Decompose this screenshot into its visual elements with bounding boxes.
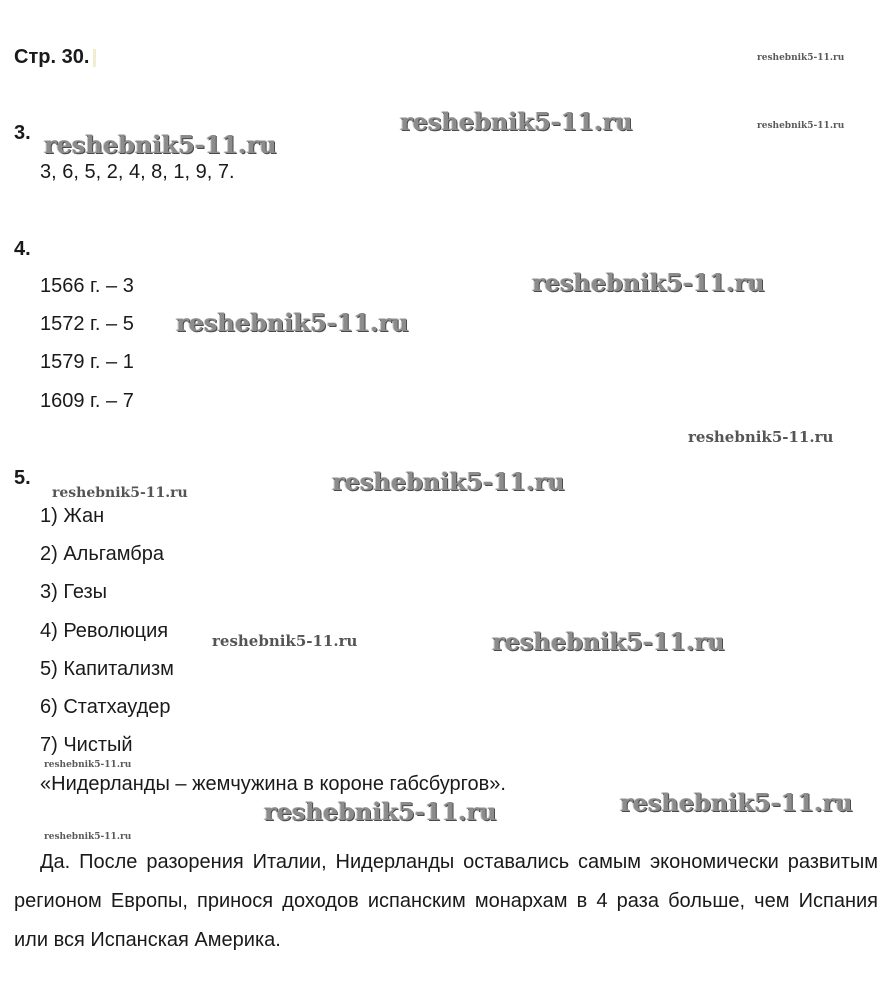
task-4-item — [40, 275, 134, 298]
task-5-paragraph: Да. После разорения Италии, Нидерланды оставались самым экономически развитым регионом Европы, принося доходов испанским монархам в 4 раза больше, чем Испания или вся Испанская Америка. — [14, 851, 878, 951]
task-5-number: 5. — [14, 467, 31, 489]
watermark: reshebnik5-11.ru — [757, 121, 845, 131]
task-4-value: – 3 — [106, 275, 134, 297]
task-5-item: 1) Жан — [40, 505, 105, 527]
watermark: reshebnik5-11.ru — [688, 428, 834, 446]
page-title-text: Стр. 30. — [14, 46, 90, 68]
task-4-number: 4. — [14, 238, 31, 260]
watermark: reshebnik5-11.ru — [176, 308, 409, 337]
task-5-item: 2) Альгамбра — [40, 543, 164, 565]
task-4-item — [40, 313, 134, 336]
task-4-year: 1566 г. — [40, 275, 101, 297]
watermark: reshebnik5-11.ru — [44, 130, 277, 159]
text-cursor-mark — [93, 49, 96, 67]
watermark: reshebnik5-11.ru — [212, 632, 358, 650]
task-5-item: 7) Чистый — [40, 734, 133, 756]
task-3-answer: 3, 6, 5, 2, 4, 8, 1, 9, 7. — [40, 161, 235, 183]
watermark: reshebnik5-11.ru — [44, 832, 132, 842]
watermark: reshebnik5-11.ru — [44, 760, 132, 770]
task-4-item — [40, 390, 134, 413]
task-5-item: 5) Капитализм — [40, 658, 174, 680]
watermark: reshebnik5-11.ru — [620, 788, 853, 817]
page-title — [14, 46, 96, 69]
watermark: reshebnik5-11.ru — [757, 53, 845, 63]
watermark: reshebnik5-11.ru — [264, 797, 497, 826]
task-4-year: 1609 г. — [40, 390, 101, 412]
task-5-quote: «Нидерланды – жемчужина в короне габсбургов». — [40, 773, 506, 795]
task-4-year: 1572 г. — [40, 313, 101, 335]
watermark: reshebnik5-11.ru — [52, 485, 188, 501]
task-4-value: – 7 — [106, 390, 134, 412]
task-5-item: 4) Революция — [40, 620, 169, 642]
watermark: reshebnik5-11.ru — [492, 627, 725, 656]
task-5-item: 3) Гезы — [40, 581, 108, 603]
task-4-value: – 5 — [106, 313, 134, 335]
watermark: reshebnik5-11.ru — [532, 268, 765, 297]
task-3-number: 3. — [14, 122, 31, 144]
task-4-item — [40, 351, 134, 374]
task-5-item: 6) Статхаудер — [40, 696, 171, 718]
task-4-year: 1579 г. — [40, 351, 101, 373]
watermark: reshebnik5-11.ru — [400, 107, 633, 136]
task-4-value: – 1 — [106, 351, 134, 373]
watermark: reshebnik5-11.ru — [332, 467, 565, 496]
